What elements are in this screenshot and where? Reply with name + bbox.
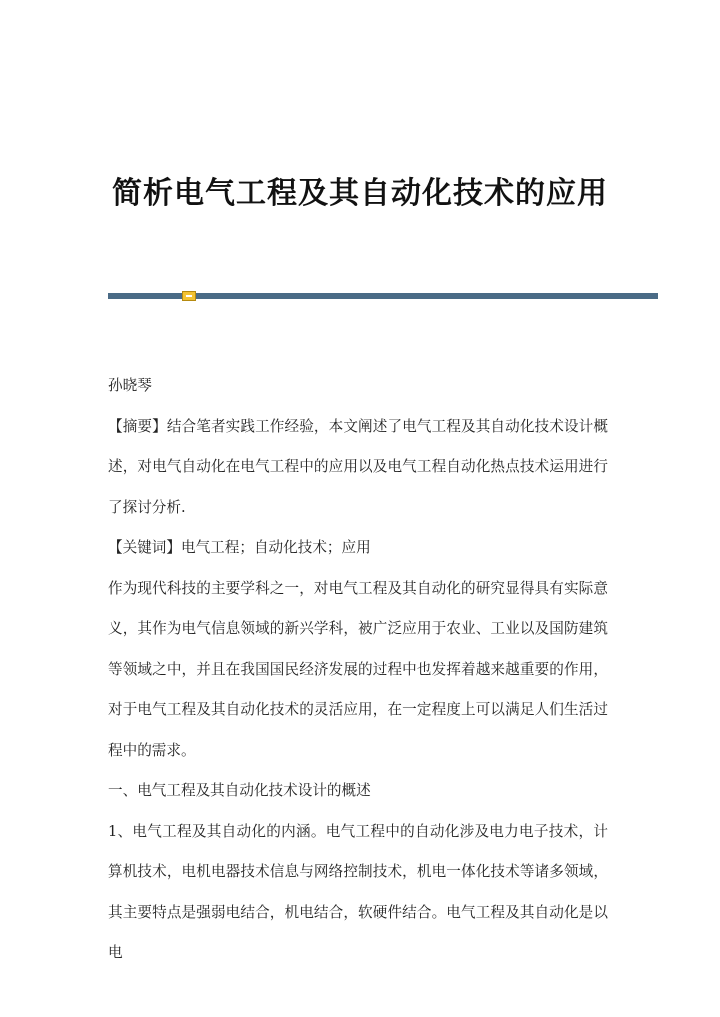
pencil-icon: [182, 291, 196, 301]
page-title: 简析电气工程及其自动化技术的应用: [112, 176, 608, 211]
keywords-label: 【关键词】: [108, 539, 181, 556]
abstract-paragraph: [108, 407, 608, 529]
author-name: 孙晓琴: [108, 377, 152, 394]
divider-bar-left: [108, 293, 180, 299]
intro-paragraph: 作为现代科技的主要学科之一，对电气工程及其自动化的研究显得具有实际意义，其作为电气信息领域的新兴学科，被广泛应用于农业、工业以及国防建筑等领域之中，并且在我国国民经济发展的过程中也发挥着越来越重要的作用，对于电气工程及其自动化技术的灵活应用，在一定程度上可以满足人们生活过程中的需求。: [108, 579, 608, 759]
divider-bar-middle: [180, 293, 308, 299]
abstract-label: 【摘要】: [108, 417, 167, 435]
title-divider: [108, 291, 658, 301]
section-paragraph: 1、电气工程及其自动化的内涵。电气工程中的自动化涉及电力电子技术，计算机技术，电机电器技术信息与网络控制技术，机电一体化技术等诸多领域，其主要特点是强弱电结合，机电结合，软硬件结合。电气工程及其自动化是以电: [108, 822, 608, 961]
keywords-text: 电气工程；自动化技术；应用: [180, 539, 371, 556]
abstract-text: 结合笔者实践工作经验，本文阐述了电气工程及其自动化技术设计概述，对电气自动化在电气工程中的应用以及电气工程自动化热点技术运用进行了探讨分析.: [108, 417, 608, 516]
divider-bar-right: [308, 293, 658, 299]
section-heading: 一、电气工程及其自动化技术设计的概述: [108, 782, 371, 799]
document-body: [108, 366, 608, 974]
keywords-paragraph: [108, 528, 608, 569]
